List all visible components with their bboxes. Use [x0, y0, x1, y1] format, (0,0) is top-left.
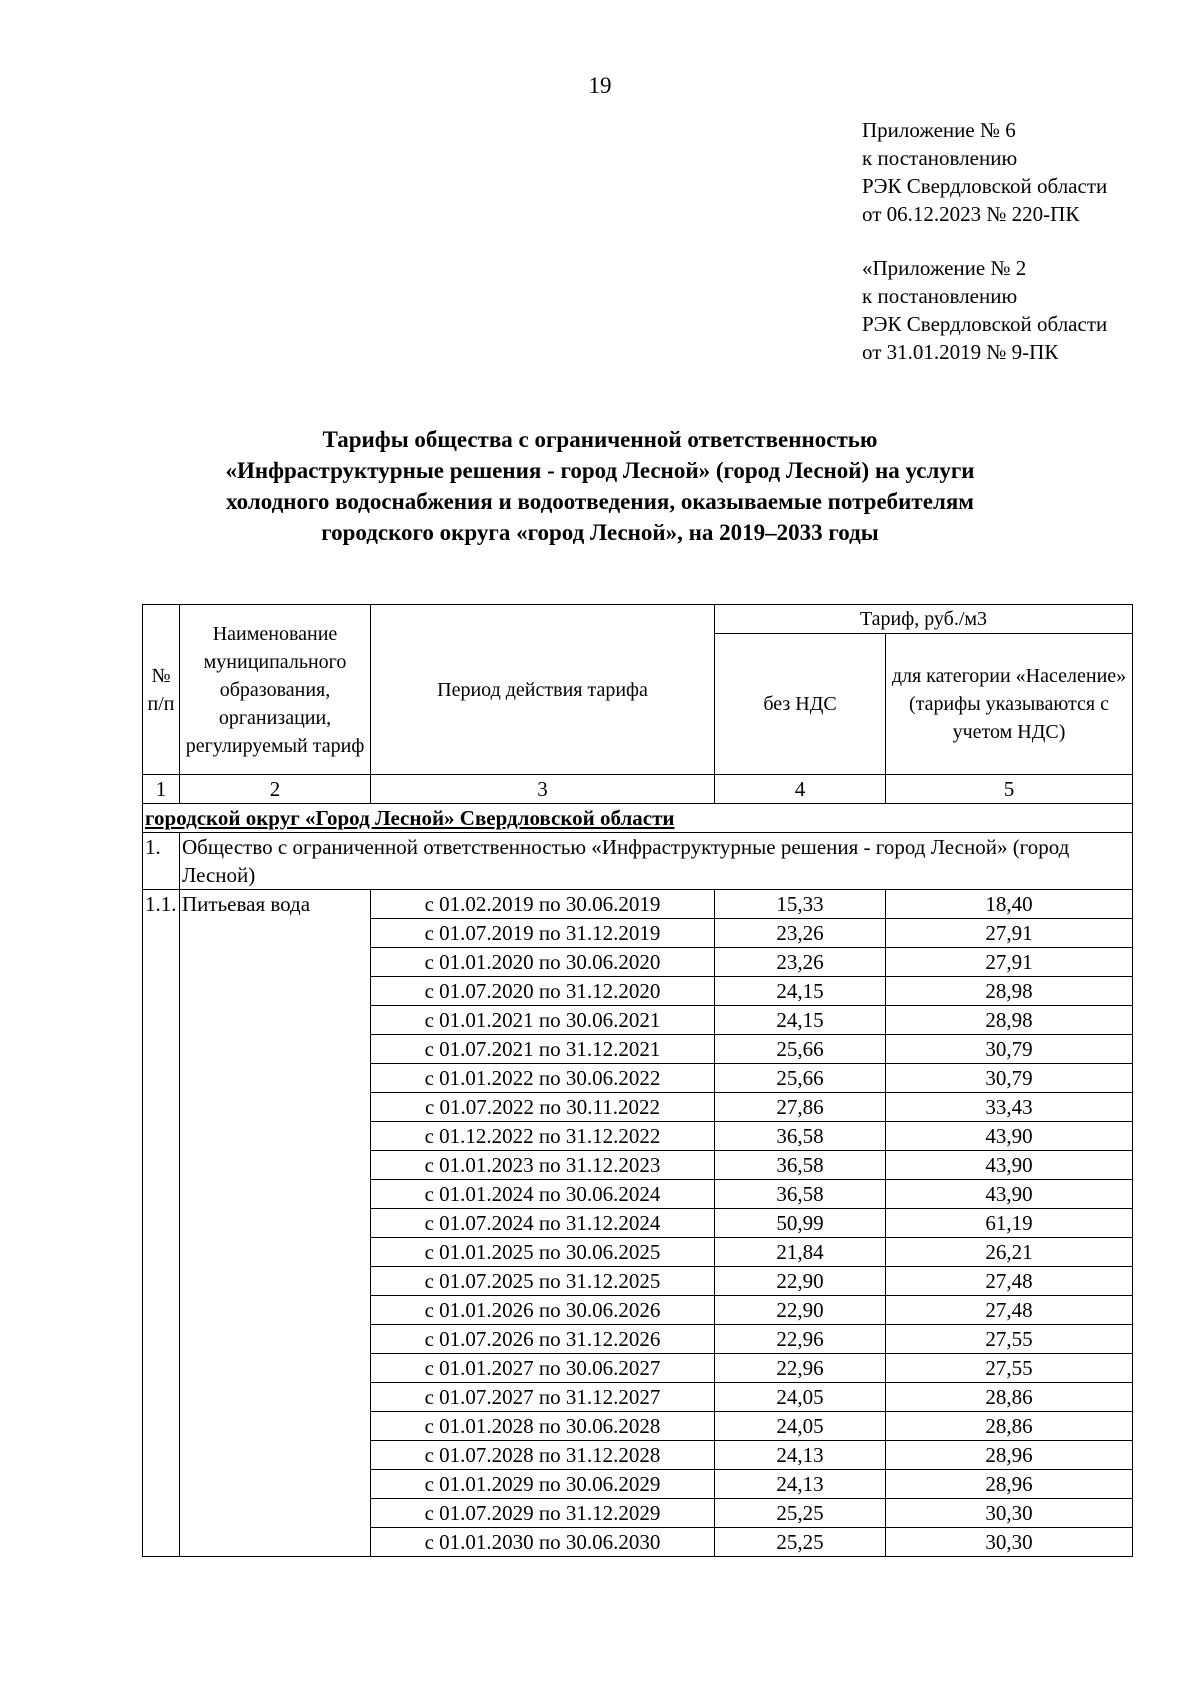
- tariff-population-cell: 28,96: [886, 1470, 1133, 1499]
- title-line: холодного водоснабжения и водоотведения, оказываемые потребителям: [226, 489, 974, 514]
- organization-row: [143, 833, 1133, 890]
- tariff-no-vat-cell: 27,86: [715, 1093, 886, 1122]
- tariff-no-vat-cell: 24,05: [715, 1412, 886, 1441]
- tariff-no-vat-cell: 22,90: [715, 1296, 886, 1325]
- appendix-line: РЭК Свердловской области: [862, 312, 1108, 336]
- appendix-line: от 06.12.2023 № 220-ПК: [862, 202, 1080, 226]
- tariff-no-vat-cell: 24,15: [715, 977, 886, 1006]
- period-cell: с 01.01.2030 по 30.06.2030: [371, 1528, 715, 1557]
- tariff-no-vat-cell: 24,13: [715, 1470, 886, 1499]
- period-cell: с 01.01.2020 по 30.06.2020: [371, 948, 715, 977]
- title-line: городского округа «город Лесной», на 2019–2033 годы: [321, 520, 879, 545]
- header-no-vat: без НДС: [715, 634, 886, 775]
- tariff-population-cell: 27,55: [886, 1354, 1133, 1383]
- period-cell: с 01.07.2024 по 31.12.2024: [371, 1209, 715, 1238]
- period-cell: с 01.07.2027 по 31.12.2027: [371, 1383, 715, 1412]
- organization-name: Общество с ограниченной ответственностью «Инфраструктурные решения - город Лесной» (город Лесной): [180, 833, 1133, 890]
- document-title: [150, 424, 1050, 548]
- tariff-table: [142, 604, 1133, 1557]
- period-cell: с 01.01.2025 по 30.06.2025: [371, 1238, 715, 1267]
- period-cell: с 01.01.2023 по 31.12.2023: [371, 1151, 715, 1180]
- header-tariff-group: Тариф, руб./м3: [715, 605, 1133, 634]
- tariff-population-cell: 27,91: [886, 948, 1133, 977]
- period-cell: с 01.01.2028 по 30.06.2028: [371, 1412, 715, 1441]
- column-number-row: [143, 775, 1133, 804]
- tariff-no-vat-cell: 22,96: [715, 1354, 886, 1383]
- period-cell: с 01.01.2026 по 30.06.2026: [371, 1296, 715, 1325]
- tariff-no-vat-cell: 36,58: [715, 1122, 886, 1151]
- tariff-no-vat-cell: 24,05: [715, 1383, 886, 1412]
- period-cell: с 01.01.2021 по 30.06.2021: [371, 1006, 715, 1035]
- period-cell: с 01.07.2029 по 31.12.2029: [371, 1499, 715, 1528]
- tariff-population-cell: 27,91: [886, 919, 1133, 948]
- period-cell: с 01.07.2026 по 31.12.2026: [371, 1325, 715, 1354]
- tariff-population-cell: 28,98: [886, 977, 1133, 1006]
- tariff-population-cell: 28,86: [886, 1383, 1133, 1412]
- appendix-current: [862, 116, 1107, 228]
- organization-num: 1.: [143, 833, 180, 890]
- tariff-population-cell: 43,90: [886, 1122, 1133, 1151]
- period-cell: с 01.07.2025 по 31.12.2025: [371, 1267, 715, 1296]
- tariff-population-cell: 30,79: [886, 1064, 1133, 1093]
- period-cell: с 01.01.2024 по 30.06.2024: [371, 1180, 715, 1209]
- tariff-no-vat-cell: 24,13: [715, 1441, 886, 1470]
- appendix-line: «Приложение № 2: [862, 256, 1027, 280]
- tariff-population-cell: 28,96: [886, 1441, 1133, 1470]
- item-num: 1.1.: [143, 890, 180, 1557]
- tariff-population-cell: 27,48: [886, 1267, 1133, 1296]
- tariff-population-cell: 30,30: [886, 1528, 1133, 1557]
- tariff-no-vat-cell: 25,25: [715, 1499, 886, 1528]
- header-num: № п/п: [143, 605, 180, 775]
- tariff-population-cell: 43,90: [886, 1180, 1133, 1209]
- period-cell: с 01.01.2022 по 30.06.2022: [371, 1064, 715, 1093]
- tariff-population-cell: 30,30: [886, 1499, 1133, 1528]
- tariff-population-cell: 33,43: [886, 1093, 1133, 1122]
- period-cell: с 01.02.2019 по 30.06.2019: [371, 890, 715, 919]
- tariff-no-vat-cell: 25,66: [715, 1035, 886, 1064]
- item-name: Питьевая вода: [180, 890, 371, 1557]
- section-title: городской округ «Город Лесной» Свердловской области: [143, 804, 1133, 833]
- section-row: [143, 804, 1133, 833]
- tariff-no-vat-cell: 23,26: [715, 948, 886, 977]
- tariff-population-cell: 27,55: [886, 1325, 1133, 1354]
- tariff-population-cell: 27,48: [886, 1296, 1133, 1325]
- tariff-no-vat-cell: 36,58: [715, 1180, 886, 1209]
- tariff-no-vat-cell: 15,33: [715, 890, 886, 919]
- column-number: 4: [715, 775, 886, 804]
- appendix-line: РЭК Свердловской области: [862, 174, 1108, 198]
- tariff-population-cell: 61,19: [886, 1209, 1133, 1238]
- title-line: Тарифы общества с ограниченной ответственностью: [322, 427, 878, 452]
- period-cell: с 01.07.2021 по 31.12.2021: [371, 1035, 715, 1064]
- title-line: «Инфраструктурные решения - город Лесной» (город Лесной) на услуги: [225, 458, 975, 483]
- tariff-population-cell: 18,40: [886, 890, 1133, 919]
- tariff-no-vat-cell: 21,84: [715, 1238, 886, 1267]
- header-population: для категории «Население» (тарифы указываются с учетом НДС): [886, 634, 1133, 775]
- header-name: Наименование муниципального образования, организации, регулируемый тариф: [180, 605, 371, 775]
- period-cell: с 01.01.2027 по 30.06.2027: [371, 1354, 715, 1383]
- period-cell: с 01.07.2028 по 31.12.2028: [371, 1441, 715, 1470]
- period-cell: с 01.12.2022 по 31.12.2022: [371, 1122, 715, 1151]
- column-number: 1: [143, 775, 180, 804]
- tariff-no-vat-cell: 36,58: [715, 1151, 886, 1180]
- appendix-original: [862, 254, 1107, 366]
- tariff-no-vat-cell: 22,96: [715, 1325, 886, 1354]
- table-row: [143, 890, 1133, 919]
- tariff-population-cell: 28,86: [886, 1412, 1133, 1441]
- tariff-no-vat-cell: 25,66: [715, 1064, 886, 1093]
- tariff-population-cell: 43,90: [886, 1151, 1133, 1180]
- tariff-no-vat-cell: 22,90: [715, 1267, 886, 1296]
- tariff-population-cell: 26,21: [886, 1238, 1133, 1267]
- appendix-line: к постановлению: [862, 146, 1018, 170]
- column-number: 5: [886, 775, 1133, 804]
- header-row: [143, 605, 1133, 634]
- period-cell: с 01.07.2022 по 30.11.2022: [371, 1093, 715, 1122]
- column-number: 2: [180, 775, 371, 804]
- period-cell: с 01.07.2019 по 31.12.2019: [371, 919, 715, 948]
- tariff-population-cell: 28,98: [886, 1006, 1133, 1035]
- tariff-no-vat-cell: 50,99: [715, 1209, 886, 1238]
- appendix-line: от 31.01.2019 № 9-ПК: [862, 340, 1059, 364]
- column-number: 3: [371, 775, 715, 804]
- period-cell: с 01.01.2029 по 30.06.2029: [371, 1470, 715, 1499]
- tariff-no-vat-cell: 23,26: [715, 919, 886, 948]
- page-number: 19: [588, 73, 612, 98]
- header-period: Период действия тарифа: [371, 605, 715, 775]
- tariff-no-vat-cell: 24,15: [715, 1006, 886, 1035]
- tariff-no-vat-cell: 25,25: [715, 1528, 886, 1557]
- appendix-line: к постановлению: [862, 284, 1018, 308]
- appendix-line: Приложение № 6: [862, 118, 1016, 142]
- tariff-population-cell: 30,79: [886, 1035, 1133, 1064]
- period-cell: с 01.07.2020 по 31.12.2020: [371, 977, 715, 1006]
